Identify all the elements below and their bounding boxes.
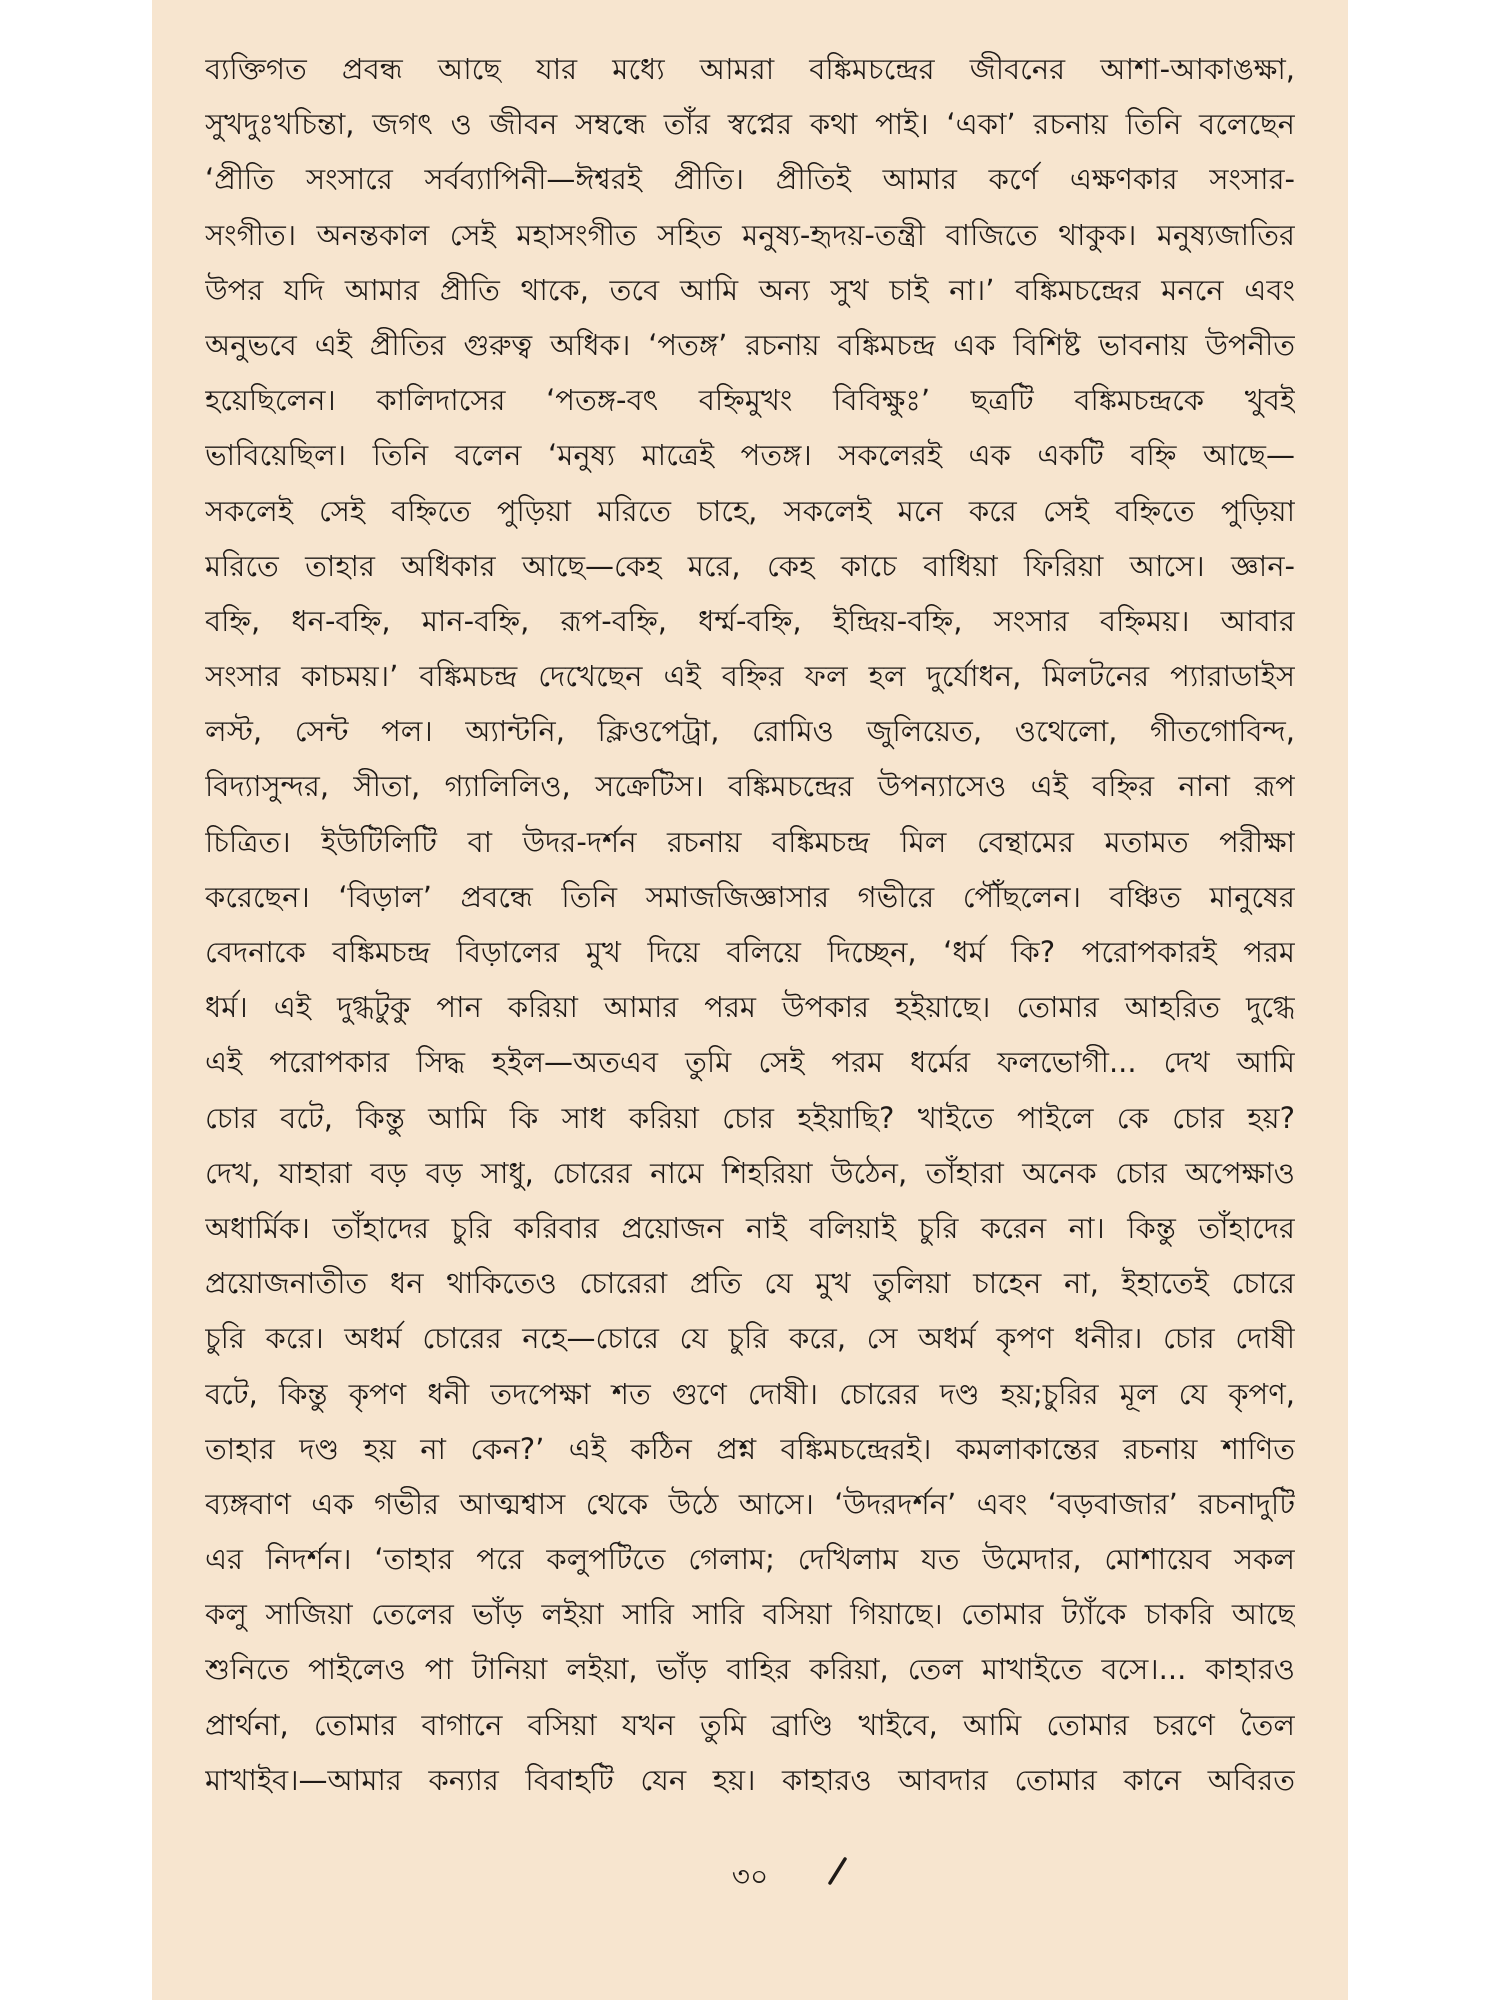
text-line: এর নিদর্শন। ‘তাহার পরে কলুপটিতে গেলাম; দেখিলাম যত উমেদার, মোশায়েব সকল [205,1542,1295,1577]
text-line: চিত্রিত। ইউটিলিটি বা উদর-দর্শন রচনায় বঙ্কিমচন্দ্র মিল বেন্থামের মতামত পরীক্ষা [205,824,1295,859]
text-line: অনুভবে এই প্রীতির গুরুত্ব অধিক। ‘পতঙ্গ’ রচনায় বঙ্কিমচন্দ্র এক বিশিষ্ট ভাবনায় উপনীত [205,327,1295,362]
text-line: সুখদুঃখচিন্তা, জগৎ ও জীবন সম্বন্ধে তাঁর স্বপ্নের কথা পাই। ‘একা’ রচনায় তিনি বলেছেন [205,107,1295,142]
text-line: সংগীত। অনন্তকাল সেই মহাসংগীত সহিত মনুষ্য-হৃদয়-তন্ত্রী বাজিতে থাকুক। মনুষ্যজাতির [205,217,1295,252]
text-line: উপর যদি আমার প্রীতি থাকে, তবে আমি অন্য সুখ চাই না।’ বঙ্কিমচন্দ্রের মননে এবং [205,272,1295,307]
text-line: বহ্নি, ধন-বহ্নি, মান-বহ্নি, রূপ-বহ্নি, ধর্ম্ম-বহ্নি, ইন্দ্রিয়-বহ্নি, সংসার বহ্নিময়। আবার [205,603,1295,638]
text-line: প্রার্থনা, তোমার বাগানে বসিয়া যখন তুমি ব্রাণ্ডি খাইবে, আমি তোমার চরণে তৈল [205,1707,1295,1742]
text-line: মরিতে তাহার অধিকার আছে—কেহ মরে, কেহ কাচে বাধিয়া ফিরিয়া আসে। জ্ঞান- [205,548,1295,583]
text-line: লস্ট, সেন্ট পল। অ্যান্টনি, ক্লিওপেট্রা, রোমিও জুলিয়েত, ওথেলো, গীতগোবিন্দ, [205,714,1295,749]
text-line: ধর্ম। এই দুগ্ধটুকু পান করিয়া আমার পরম উপকার হইয়াছে। তোমার আহরিত দুগ্ধে [205,990,1295,1025]
text-line: ব্যক্তিগত প্রবন্ধ আছে যার মধ্যে আমরা বঙ্কিমচন্দ্রের জীবনের আশা-আকাঙক্ষা, [205,52,1295,86]
text-line: চোর বটে, কিন্তু আমি কি সাধ করিয়া চোর হইয়াছি? খাইতে পাইলে কে চোর হয়? [205,1100,1295,1135]
text-line: শুনিতে পাইলেও পা টানিয়া লইয়া, ভাঁড় বাহির করিয়া, তেল মাখাইতে বসে।... কাহারও [205,1652,1295,1687]
text-line: বেদনাকে বঙ্কিমচন্দ্র বিড়ালের মুখ দিয়ে বলিয়ে দিচ্ছেন, ‘ধর্ম কি? পরোপকারই পরম [205,935,1295,969]
text-line: করেছেন। ‘বিড়াল’ প্রবন্ধে তিনি সমাজজিজ্ঞাসার গভীরে পৌঁছলেন। বঞ্চিত মানুষের [205,879,1295,914]
text-line: দেখ, যাহারা বড় বড় সাধু, চোরের নামে শিহরিয়া উঠেন, তাঁহারা অনেক চোর অপেক্ষাও [205,1155,1295,1190]
text-line: চুরি করে। অধর্ম চোরের নহে—চোরে যে চুরি করে, সে অধর্ম কৃপণ ধনীর। চোর দোষী [205,1321,1295,1356]
text-line: সংসার কাচময়।’ বঙ্কিমচন্দ্র দেখেছেন এই বহ্নির ফল হল দুর্যোধন, মিলটনের প্যারাডাইস [205,659,1295,694]
text-line: প্রয়োজনাতীত ধন থাকিতেও চোরেরা প্রতি যে মুখ তুলিয়া চাহেন না, ইহাতেই চোরে [205,1266,1295,1301]
text-line: ব্যঙ্গবাণ এক গভীর আত্মশ্বাস থেকে উঠে আসে। ‘উদরদর্শন’ এবং ‘বড়বাজার’ রচনাদুটি [205,1486,1295,1521]
text-line: কলু সাজিয়া তেলের ভাঁড় লইয়া সারি সারি বসিয়া গিয়াছে। তোমার ট্যাঁকে চাকরি আছে [205,1597,1295,1632]
pen-mark-icon [826,1856,848,1886]
body-text [205,42,1295,1808]
text-line: অধার্মিক। তাঁহাদের চুরি করিবার প্রয়োজন নাই বলিয়াই চুরি করেন না। কিন্তু তাঁহাদের [205,1210,1295,1245]
text-line: হয়েছিলেন। কালিদাসের ‘পতঙ্গ-বৎ বহ্নিমুখং বিবিক্ষুঃ’ ছত্রটি বঙ্কিমচন্দ্রকে খুবই [205,383,1295,418]
text-line: বটে, কিন্তু কৃপণ ধনী তদপেক্ষা শত গুণে দোষী। চোরের দণ্ড হয়;চুরির মূল যে কৃপণ, [205,1376,1295,1411]
text-line: ‘প্রীতি সংসারে সর্বব্যাপিনী—ঈশ্বরই প্রীতি। প্রীতিই আমার কর্ণে এক্ষণকার সংসার- [205,162,1295,197]
text-line: মাখাইব।—আমার কন্যার বিবাহটি যেন হয়। কাহারও আবদার তোমার কানে অবিরত [205,1762,1295,1797]
text-line: এই পরোপকার সিদ্ধ হইল—অতএব তুমি সেই পরম ধর্মের ফলভোগী... দেখ আমি [205,1045,1295,1080]
text-line: সকলেই সেই বহ্নিতে পুড়িয়া মরিতে চাহে, সকলেই মনে করে সেই বহ্নিতে পুড়িয়া [205,493,1295,528]
text-line: বিদ্যাসুন্দর, সীতা, গ্যালিলিও, সক্রেটিস। বঙ্কিমচন্দ্রের উপন্যাসেও এই বহ্নির নানা রূপ [205,769,1295,804]
text-line: তাহার দণ্ড হয় না কেন?’ এই কঠিন প্রশ্ন বঙ্কিমচন্দ্রেরই। কমলাকান্তের রচনায় শাণিত [205,1431,1295,1466]
page-number: ৩০ [731,1860,769,1893]
text-line: ভাবিয়েছিল। তিনি বলেন ‘মনুষ্য মাত্রেই পতঙ্গ। সকলেরই এক একটি বহ্নি আছে— [205,438,1295,473]
